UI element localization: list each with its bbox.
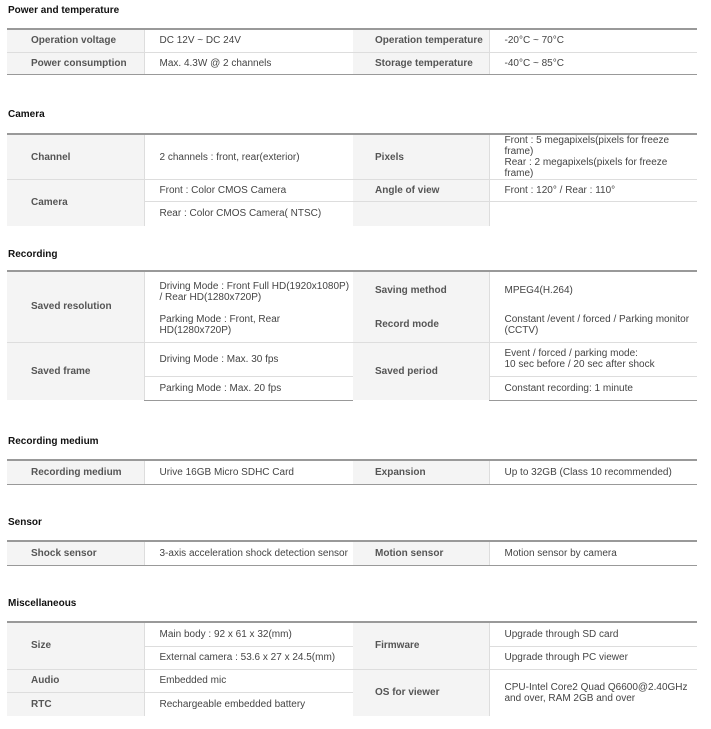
motion-sensor-label: Motion sensor: [353, 541, 489, 565]
record-mode-line-2: (CCTV): [504, 324, 539, 336]
recording-table: [7, 270, 697, 401]
os-for-viewer-value: [489, 669, 697, 716]
camera-label: Camera: [7, 180, 144, 226]
angle-of-view-value: Front : 120° / Rear : 110°: [489, 180, 697, 202]
resolution-driving-line-1: Driving Mode : Front Full HD(1920x1080P): [159, 281, 350, 292]
section-title-sensor: Sensor: [8, 517, 42, 528]
saved-period-label: Saved period: [353, 342, 489, 400]
angle-of-view-label: Angle of view: [353, 180, 489, 202]
operation-voltage-label: Operation voltage: [7, 29, 144, 52]
period-event: [489, 342, 697, 376]
record-mode-line-1: Constant /event / forced / Parking monitor: [504, 313, 690, 325]
expansion-value: Up to 32GB (Class 10 recommended): [489, 460, 697, 484]
expansion-label: Expansion: [353, 460, 489, 484]
power-consumption-value: Max. 4.3W @ 2 channels: [144, 52, 353, 74]
table-row: [7, 541, 697, 565]
resolution-driving-line-2: / Rear HD(1280x720P): [159, 292, 262, 303]
empty-cell: [489, 202, 697, 226]
size-main-body: Main body : 92 x 61 x 32(mm): [144, 622, 353, 646]
channel-label: Channel: [7, 134, 144, 180]
miscellaneous-table: [7, 621, 697, 716]
os-line-1: CPU-Intel Core2 Quad Q6600@2.40GHz: [504, 681, 688, 693]
recording-medium-value: Urive 16GB Micro SDHC Card: [144, 460, 353, 484]
firmware-sd: Upgrade through SD card: [489, 622, 697, 646]
section-title-miscellaneous: Miscellaneous: [8, 598, 77, 609]
pixels-value: [489, 134, 697, 180]
section-title-power: Power and temperature: [8, 5, 120, 16]
table-row: [7, 180, 697, 202]
section-title-camera: Camera: [8, 109, 45, 120]
firmware-pc: Upgrade through PC viewer: [489, 646, 697, 669]
section-title-recording: Recording: [8, 249, 58, 260]
table-row: [7, 29, 697, 52]
shock-sensor-label: Shock sensor: [7, 541, 144, 565]
os-line-2: and over, RAM 2GB and over: [504, 692, 636, 704]
operation-temperature-value: -20°C ~ 70°C: [489, 29, 697, 52]
table-row: [7, 342, 697, 376]
motion-sensor-value: Motion sensor by camera: [489, 541, 697, 565]
firmware-label: Firmware: [353, 622, 489, 669]
operation-voltage-value: DC 12V ~ DC 24V: [144, 29, 353, 52]
saving-method-label: Saving method: [353, 271, 489, 308]
camera-table: [7, 133, 697, 226]
size-label: Size: [7, 622, 144, 669]
os-for-viewer-label: OS for viewer: [353, 669, 489, 716]
recording-medium-table: [7, 459, 697, 485]
rtc-value: Rechargeable embedded battery: [144, 692, 353, 716]
storage-temperature-label: Storage temperature: [353, 52, 489, 74]
frame-parking: Parking Mode : Max. 20 fps: [144, 376, 353, 400]
saved-frame-label: Saved frame: [7, 342, 144, 400]
size-external-camera: External camera : 53.6 x 27 x 24.5(mm): [144, 646, 353, 669]
period-event-line-1: Event / forced / parking mode:: [504, 348, 638, 359]
recording-medium-label: Recording medium: [7, 460, 144, 484]
table-row: [7, 622, 697, 646]
table-row: [7, 52, 697, 74]
section-title-recording-medium: Recording medium: [8, 436, 99, 447]
table-row: [7, 271, 697, 308]
power-consumption-label: Power consumption: [7, 52, 144, 74]
storage-temperature-value: -40°C ~ 85°C: [489, 52, 697, 74]
pixels-front: Front : 5 megapixels(pixels for freeze frame): [504, 135, 670, 157]
table-row: [7, 460, 697, 484]
rtc-label: RTC: [7, 692, 144, 716]
record-mode-value: [489, 308, 697, 342]
power-table: [7, 28, 697, 75]
camera-rear: Rear : Color CMOS Camera( NTSC): [144, 202, 353, 226]
table-row: [7, 134, 697, 180]
operation-temperature-label: Operation temperature: [353, 29, 489, 52]
record-mode-label: Record mode: [353, 308, 489, 342]
pixels-rear: Rear : 2 megapixels(pixels for freeze frame): [504, 157, 668, 179]
saving-method-value: MPEG4(H.264): [489, 271, 697, 308]
resolution-parking: Parking Mode : Front, Rear HD(1280x720P): [144, 308, 353, 342]
table-row: [7, 669, 697, 692]
period-event-line-2: 10 sec before / 20 sec after shock: [504, 359, 655, 370]
resolution-driving: [144, 271, 353, 308]
audio-label: Audio: [7, 669, 144, 692]
pixels-label: Pixels: [353, 134, 489, 180]
frame-driving: Driving Mode : Max. 30 fps: [144, 342, 353, 376]
period-constant: Constant recording: 1 minute: [489, 376, 697, 400]
audio-value: Embedded mic: [144, 669, 353, 692]
sensor-table: [7, 540, 697, 566]
saved-resolution-label: Saved resolution: [7, 271, 144, 342]
channel-value: 2 channels : front, rear(exterior): [144, 134, 353, 180]
shock-sensor-value: 3-axis acceleration shock detection sensor: [144, 541, 353, 565]
camera-front: Front : Color CMOS Camera: [144, 180, 353, 202]
empty-cell: [353, 202, 489, 226]
